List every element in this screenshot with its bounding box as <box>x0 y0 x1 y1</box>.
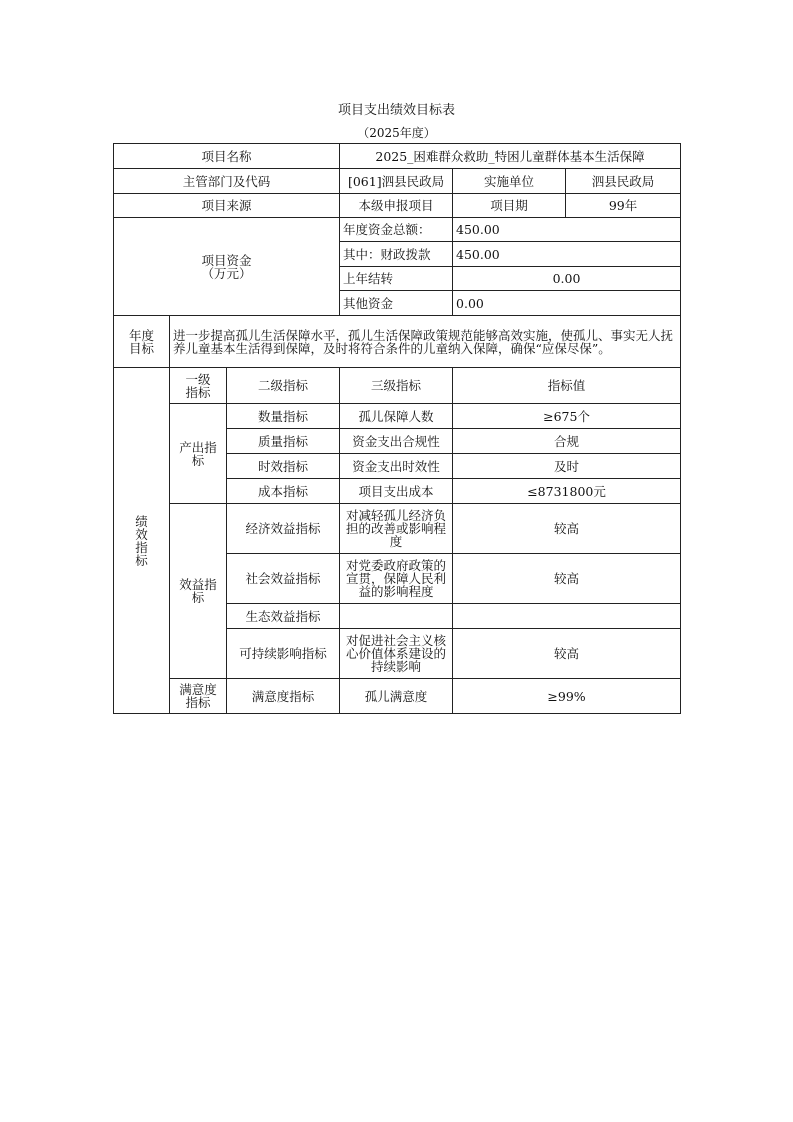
satisfaction-label-line2: 指标 <box>185 695 211 710</box>
benefit-value: 较高 <box>453 629 681 679</box>
indicators-label-char: 标 <box>135 552 148 568</box>
funds-label-line2: （万元） <box>201 265 252 281</box>
benefit-value: 较高 <box>453 554 681 604</box>
funds-other-value: 0.00 <box>453 291 681 316</box>
output-value: 合规 <box>453 429 681 454</box>
indicators-label-char: 效 <box>135 526 148 542</box>
benefit-l3-line: 度 <box>389 534 403 549</box>
table-row <box>114 144 681 169</box>
output-l3: 项目支出成本 <box>340 479 453 504</box>
output-l2: 成本指标 <box>227 479 340 504</box>
benefit-l3-line: 对减轻孤儿经济负 <box>346 508 447 523</box>
table-row <box>114 169 681 194</box>
impl-unit-value: 泗县民政局 <box>566 169 681 194</box>
table-row <box>114 218 681 242</box>
dept-value: [061]泗县民政局 <box>340 169 453 194</box>
funds-other-label: 其他资金 <box>340 291 453 316</box>
page-title: 项目支出绩效目标表 <box>337 103 455 118</box>
output-label-line1: 产出指 <box>179 439 217 455</box>
benefit-l3-line: 心价值体系建设的 <box>346 646 447 661</box>
benefit-l3 <box>340 504 453 554</box>
indicators-section-label <box>114 368 170 714</box>
output-l3: 孤儿保障人数 <box>340 404 453 429</box>
col-header-level1 <box>170 368 227 404</box>
benefit-l3 <box>340 554 453 604</box>
col-header-level1-line1: 一级 <box>185 371 211 387</box>
col-header-level2: 二级指标 <box>227 368 340 404</box>
satisfaction-l2: 满意度指标 <box>227 679 340 714</box>
goal-label-line1: 年度 <box>128 327 154 343</box>
col-header-level3: 三级指标 <box>340 368 453 404</box>
impl-unit-label: 实施单位 <box>453 169 566 194</box>
benefit-l3-line: 持续影响 <box>371 659 422 674</box>
benefit-value <box>453 604 681 629</box>
output-value: ≤8731800元 <box>453 479 681 504</box>
benefit-value: 较高 <box>453 504 681 554</box>
output-l2: 数量指标 <box>227 404 340 429</box>
table-row <box>114 679 681 714</box>
page-subtitle-year: （2025年度） <box>357 126 436 140</box>
benefit-l2: 生态效益指标 <box>227 604 340 629</box>
satisfaction-l3: 孤儿满意度 <box>340 679 453 714</box>
funds-label <box>114 218 340 316</box>
benefit-l3-line: 宣贯，保障人民利 <box>346 571 447 586</box>
goal-label-line2: 目标 <box>128 340 154 356</box>
period-label: 项目期 <box>453 194 566 218</box>
col-header-value: 指标值 <box>453 368 681 404</box>
source-label: 项目来源 <box>114 194 340 218</box>
output-l2: 质量指标 <box>227 429 340 454</box>
funds-fiscal-label: 其中：财政拨款 <box>340 242 453 267</box>
goal-text: 进一步提高孤儿生活保障水平，孤儿生活保障政策规范能够高效实施，使孤儿、事实无人抚养儿童基本生活得到保障，及时将符合条件的儿童纳入保障，确保“应保尽保”。 <box>170 316 681 368</box>
benefit-l3-line: 担的改善或影响程 <box>346 521 447 536</box>
table-row <box>114 504 681 554</box>
output-l2: 时效指标 <box>227 454 340 479</box>
table-row <box>114 404 681 429</box>
satisfaction-label-line1: 满意度 <box>179 682 217 697</box>
benefit-l3-line: 益的影响程度 <box>358 584 434 599</box>
project-name-label: 项目名称 <box>114 144 340 169</box>
funds-total-value: 450.00 <box>453 218 681 242</box>
benefit-l3-empty <box>340 604 453 629</box>
goal-label <box>114 316 170 368</box>
benefit-l2: 经济效益指标 <box>227 504 340 554</box>
output-indicator-label <box>170 404 227 504</box>
indicators-label-char: 绩 <box>135 513 148 529</box>
funds-carryover-label: 上年结转 <box>340 267 453 291</box>
satisfaction-indicator-label <box>170 679 227 714</box>
benefit-label-line2: 标 <box>191 590 205 605</box>
satisfaction-value: ≥99% <box>453 679 681 714</box>
funds-total-label: 年度资金总额： <box>340 218 453 242</box>
output-value: ≥675个 <box>453 404 681 429</box>
benefit-l3 <box>340 629 453 679</box>
benefit-label-line1: 效益指 <box>179 577 217 592</box>
output-l3: 资金支出时效性 <box>340 454 453 479</box>
output-value: 及时 <box>453 454 681 479</box>
benefit-l2: 可持续影响指标 <box>227 629 340 679</box>
indicators-label-char: 指 <box>135 539 148 555</box>
output-l3: 资金支出合规性 <box>340 429 453 454</box>
output-label-line2: 标 <box>191 452 205 468</box>
benefit-l3-line: 对党委政府政策的 <box>346 558 447 573</box>
source-value: 本级申报项目 <box>340 194 453 218</box>
benefit-indicator-label <box>170 504 227 679</box>
performance-goal-table <box>113 143 681 714</box>
period-value: 99年 <box>566 194 681 218</box>
funds-fiscal-value: 450.00 <box>453 242 681 267</box>
table-row <box>114 316 681 368</box>
table-row <box>114 194 681 218</box>
project-name-value: 2025_困难群众救助_特困儿童群体基本生活保障 <box>340 144 681 169</box>
col-header-level1-line2: 指标 <box>185 384 211 400</box>
funds-label-line1: 项目资金 <box>201 252 252 268</box>
table-row <box>114 368 681 404</box>
dept-label: 主管部门及代码 <box>114 169 340 194</box>
funds-carryover-value: 0.00 <box>453 267 681 291</box>
benefit-l2: 社会效益指标 <box>227 554 340 604</box>
benefit-l3-line: 对促进社会主义核 <box>346 633 447 648</box>
